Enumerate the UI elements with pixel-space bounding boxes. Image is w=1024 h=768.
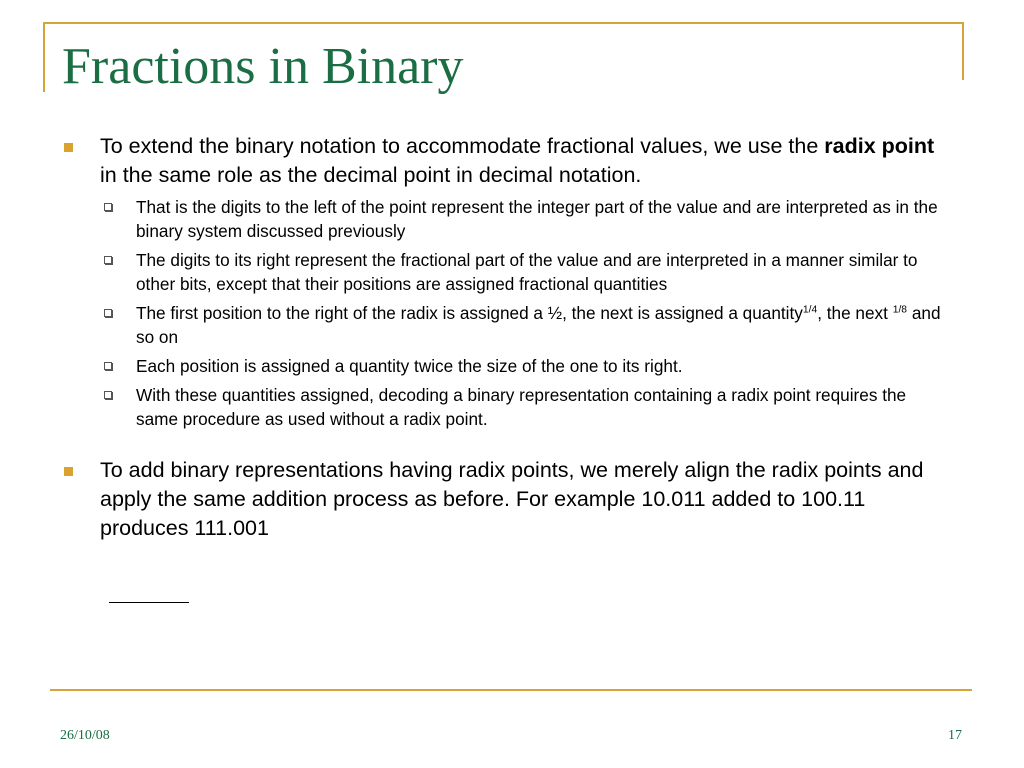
sub-bullet-text-mid: , the next bbox=[817, 303, 893, 323]
sub-bullet-position-values bbox=[62, 301, 942, 349]
bullet-text: To add binary representations having radix points, we merely align the radix points and apply the same addition process as before. For example 10.011 added to 100.11 produces 111.001 bbox=[100, 458, 924, 540]
sub-bullet-text: That is the digits to the left of the point represent the integer part of the value and are interpreted as in the binary system discussed previously bbox=[136, 197, 938, 241]
superscript-quarter: 1/4 bbox=[802, 304, 818, 316]
sub-bullet-text: With these quantities assigned, decoding a binary representation containing a radix point requires the same procedure as used without a radix point. bbox=[136, 385, 907, 429]
hollow-square-bullet-icon bbox=[104, 362, 112, 370]
hollow-square-bullet-icon bbox=[104, 391, 112, 399]
slide-body bbox=[62, 132, 942, 543]
sub-bullet-text: The digits to its right represent the fractional part of the value and are interpreted in a manner similar to other bits, except that their positions are assigned fractional quantities bbox=[136, 250, 918, 294]
bullet-text-post: in the same role as the decimal point in decimal notation. bbox=[100, 163, 642, 187]
hollow-square-bullet-icon bbox=[104, 203, 112, 211]
sub-bullet-twice-size bbox=[62, 354, 942, 378]
sub-bullet-text-pre: The first position to the right of the radix is assigned a ½, the next is assigned a quantity bbox=[136, 303, 803, 323]
short-rule bbox=[109, 602, 189, 603]
frame-top-border bbox=[43, 22, 964, 24]
square-bullet-icon bbox=[64, 143, 73, 152]
footer-rule bbox=[50, 689, 972, 691]
bullet-addition bbox=[62, 456, 942, 543]
spacer bbox=[62, 431, 942, 456]
bullet-text-bold: radix point bbox=[824, 134, 935, 158]
frame-left-border bbox=[43, 22, 45, 92]
hollow-square-bullet-icon bbox=[104, 256, 112, 264]
superscript-eighth: 1/8 bbox=[892, 304, 908, 316]
frame-right-border bbox=[962, 22, 964, 80]
sub-bullet-integer-part bbox=[62, 195, 942, 243]
sub-bullet-text-post: and so on bbox=[136, 303, 941, 347]
bullet-radix-point bbox=[62, 132, 942, 190]
footer-date: 26/10/08 bbox=[60, 728, 110, 743]
page-number: 17 bbox=[948, 728, 962, 743]
hollow-square-bullet-icon bbox=[104, 309, 112, 317]
slide-title: Fractions in Binary bbox=[62, 38, 464, 95]
sub-bullet-text: Each position is assigned a quantity twice the size of the one to its right. bbox=[136, 356, 683, 376]
sub-bullet-decoding bbox=[62, 383, 942, 431]
bullet-text-pre: To extend the binary notation to accommodate fractional values, we use the bbox=[100, 134, 825, 158]
sub-bullet-fractional-part bbox=[62, 248, 942, 296]
square-bullet-icon bbox=[64, 467, 73, 476]
